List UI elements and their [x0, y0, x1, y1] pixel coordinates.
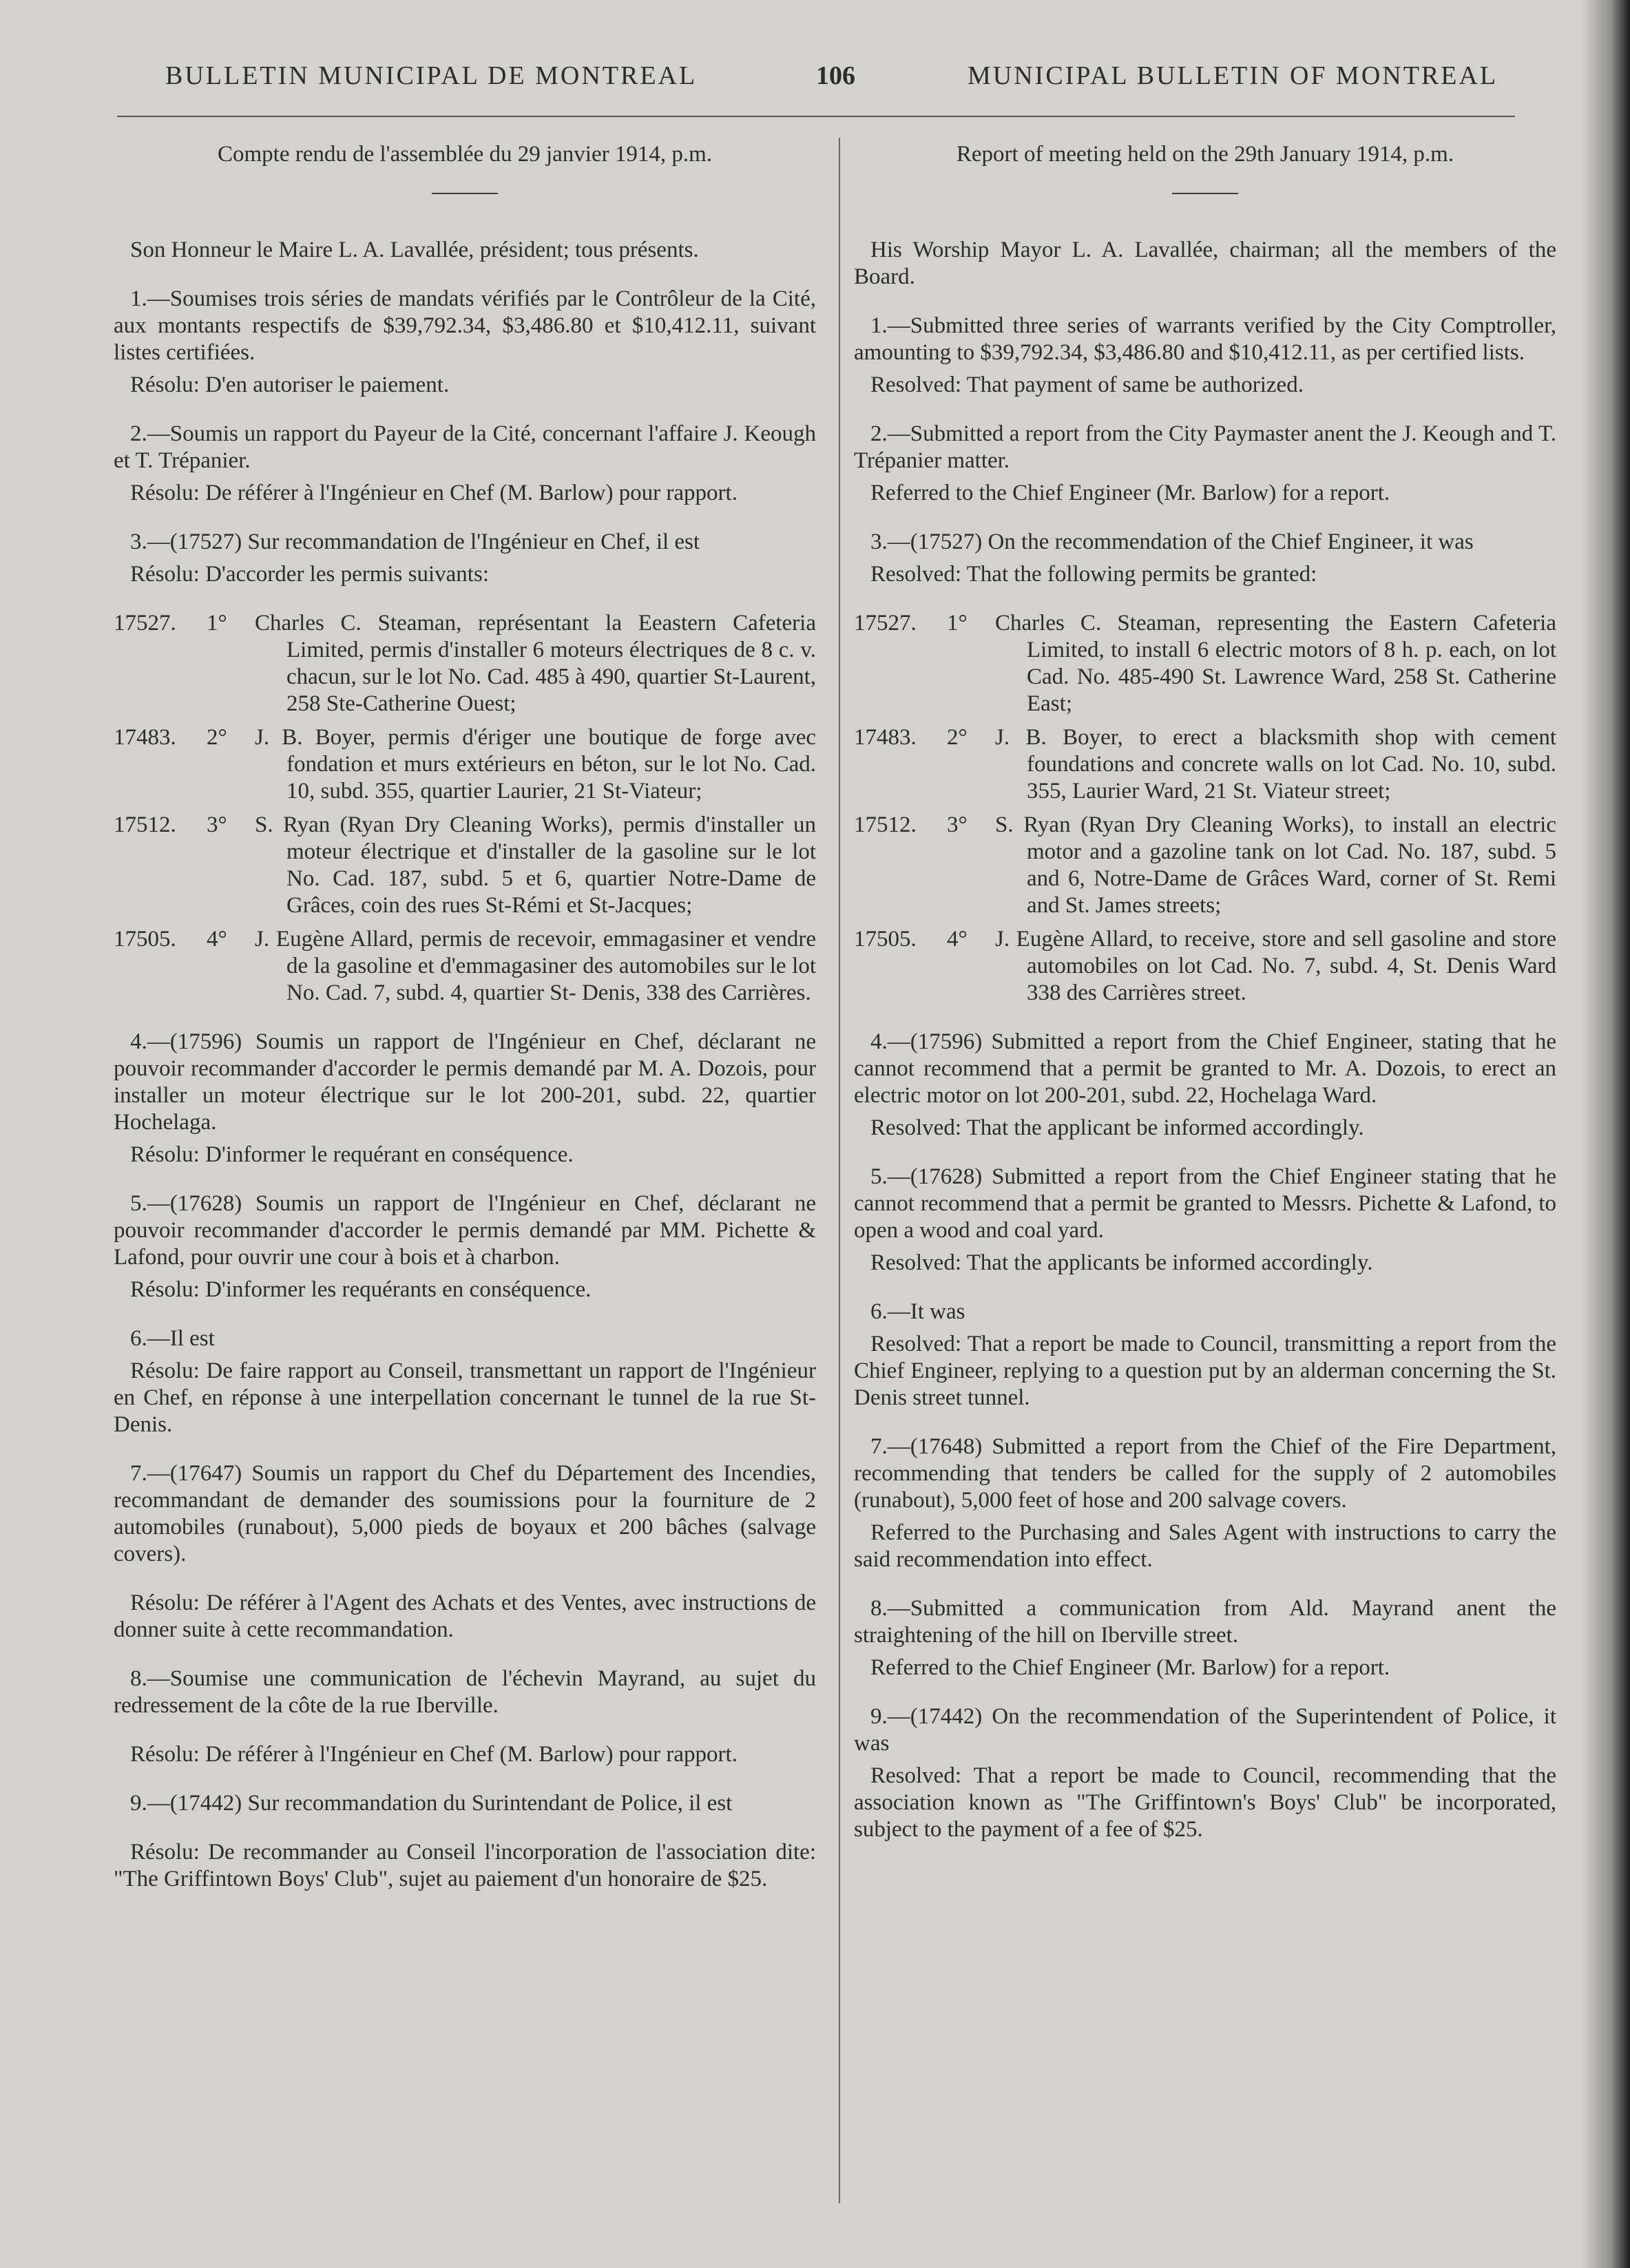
permit-ordinal: 2° [207, 725, 227, 750]
en-item-6-resolution: Resolved: That a report be made to Council, transmitting a report from the Chief Engineer, replying to a question put by an alderman concerning the St. Denis street tunnel. [854, 1332, 1556, 1410]
permit-text: Charles C. Steaman, représentant la Eeastern Cafeteria Limited, permis d'installer 6 moteurs électriques de 8 c. v. chacun, sur le lot No. Cad. 485 à 490, quartier St-Laurent, 258 Ste-Catherine Ouest; [255, 611, 816, 716]
fr-item-2-resolution: Résolu: De référer à l'Ingénieur en Chef (M. Barlow) pour rapport. [130, 481, 738, 505]
permit-text: J. B. Boyer, permis d'ériger une boutique de forge avec fondation et murs extérieurs en béton, sur le lot No. Cad. 10, subd. 355, quartier Laurier, 21 St-Viateur; [255, 725, 816, 804]
en-permit-3 [854, 812, 1556, 919]
fr-item-9: 9.—(17442) Sur recommandation du Surintendant de Police, il est [130, 1791, 733, 1816]
en-item-7: 7.—(17648) Submitted a report from the Chief of the Fire Department, recommending that tenders be called for the supply of 2 automobiles (runabout), 5,000 feet of hose and 200 salvage covers. [854, 1434, 1556, 1513]
en-item-5: 5.—(17628) Submitted a report from the Chief Engineer stating that he cannot recommend that a permit be granted to Messrs. Pichette & Lafond, to open a wood and coal yard. [854, 1164, 1556, 1243]
en-item-1: 1.—Submitted three series of warrants verified by the City Comptroller, amounting to $39,792.34, $3,486.80 and $10,412.11, as per certified lists. [854, 313, 1556, 365]
fr-title: Compte rendu de l'assemblée du 29 janvier 1914, p.m. [217, 142, 713, 167]
permit-number: 17483. [114, 725, 176, 750]
permit-ordinal: 4° [947, 927, 968, 952]
fr-permit-1 [114, 610, 816, 717]
permit-ordinal: 4° [207, 927, 227, 952]
permit-ordinal: 3° [947, 812, 968, 837]
en-item-6: 6.—It was [870, 1299, 965, 1324]
en-intro: His Worship Mayor L. A. Lavallée, chairman; all the members of the Board. [854, 238, 1556, 289]
en-item-3: 3.—(17527) On the recommendation of the Chief Engineer, it was [870, 529, 1474, 554]
fr-item-5: 5.—(17628) Soumis un rapport de l'Ingénieur en Chef, déclarant ne pouvoir recommander d'accorder le permis demandé par MM. Pichette & Lafond, pour ouvrir une cour à bois et à charbon. [114, 1191, 816, 1270]
en-item-2-resolution: Referred to the Chief Engineer (Mr. Barlow) for a report. [870, 481, 1390, 505]
fr-item-1: 1.—Soumises trois séries de mandats vérifiés par le Contrôleur de la Cité, aux montants respectifs de $39,792.34, $3,486.80 et $10,412.11, suivant listes certifiées. [114, 286, 816, 365]
permit-number: 17512. [114, 812, 176, 837]
fr-item-5-resolution: Résolu: D'informer les requérants en conséquence. [130, 1277, 592, 1302]
en-item-4: 4.—(17596) Submitted a report from the Chief Engineer, stating that he cannot recommend that a permit be granted to Mr. A. Dozois, to erect an electric motor on lot 200-201, subd. 22, Hochelaga Ward. [854, 1029, 1556, 1108]
en-item-3-resolution: Resolved: That the following permits be granted: [870, 562, 1317, 587]
permit-text: J. Eugène Allard, permis de recevoir, emmagasiner et vendre de la gasoline et d'emmagasiner des automobiles sur le lot No. Cad. 7, subd. 4, quartier St- Denis, 338 des Carrières. [255, 927, 816, 1005]
en-item-1-resolution: Resolved: That payment of same be authorized. [870, 372, 1304, 397]
permit-text: S. Ryan (Ryan Dry Cleaning Works), permis d'installer un moteur électrique et d'installer de la gasoline sur le lot No. Cad. 187, subd. 5 et 6, quartier Notre-Dame de Grâces, coin des rues St-Rémi et St-Jacques; [255, 812, 816, 918]
page-number: 106 [816, 61, 855, 90]
fr-permit-3 [114, 812, 816, 919]
fr-item-2: 2.—Soumis un rapport du Payeur de la Cité, concernant l'affaire J. Keough et T. Trépanier. [114, 421, 816, 473]
fr-item-3: 3.—(17527) Sur recommandation de l'Ingénieur en Chef, il est [130, 529, 700, 554]
en-item-7-resolution: Referred to the Purchasing and Sales Agent with instructions to carry the said recommendation into effect. [854, 1520, 1556, 1572]
permit-number: 17483. [854, 725, 917, 750]
permit-text: J. Eugène Allard, to receive, store and sell gasoline and store automobiles on lot Cad. No. 7, subd. 4, St. Denis Ward 338 des Carrières street. [995, 927, 1556, 1005]
page-header [110, 61, 1529, 102]
permit-text: Charles C. Steaman, representing the Eastern Cafeteria Limited, to install 6 electric motors of 8 h. p. each, on lot Cad. No. 485-490 St. Lawrence Ward, 258 St. Catherine East; [995, 611, 1556, 716]
permit-ordinal: 2° [947, 725, 968, 750]
en-item-8: 8.—Submitted a communication from Ald. Mayrand anent the straightening of the hill on Iberville street. [854, 1596, 1556, 1648]
permit-ordinal: 3° [207, 812, 227, 837]
fr-intro: Son Honneur le Maire L. A. Lavallée, président; tous présents. [130, 238, 699, 262]
permit-number: 17505. [114, 927, 176, 952]
permit-number: 17505. [854, 927, 917, 952]
fr-item-8-resolution: Résolu: De référer à l'Ingénieur en Chef (M. Barlow) pour rapport. [130, 1742, 738, 1767]
permit-text: J. B. Boyer, to erect a blacksmith shop with cement foundations and concrete walls on lot Cad. No. 10, subd. 355, Laurier Ward, 21 St. Viateur street; [995, 725, 1556, 804]
permit-ordinal: 1° [207, 611, 227, 636]
permit-text: S. Ryan (Ryan Dry Cleaning Works), to install an electric motor and a gazoline tank on lot Cad. No. 187, subd. 5 and 6, Notre-Dame de Grâces Ward, corner of St. Remi and St. James streets; [995, 812, 1556, 918]
fr-item-7: 7.—(17647) Soumis un rapport du Chef du Département des Incendies, recommandant de demander des soumissions pour la fourniture de 2 automobiles (runabout), 5,000 pieds de boyaux et 200 bâches (salvage covers). [114, 1461, 816, 1566]
permit-number: 17527. [854, 611, 917, 636]
en-title: Report of meeting held on the 29th January 1914, p.m. [956, 142, 1454, 167]
en-permit-2 [854, 724, 1556, 805]
permit-number: 17512. [854, 812, 917, 837]
header-left-title: BULLETIN MUNICIPAL DE MONTREAL [165, 61, 698, 90]
header-rule [117, 116, 1515, 117]
fr-item-7-resolution: Résolu: De référer à l'Agent des Achats et des Ventes, avec instructions de donner suite à cette recommandation. [114, 1590, 816, 1642]
en-permit-1 [854, 610, 1556, 717]
fr-permit-2 [114, 724, 816, 805]
en-item-9: 9.—(17442) On the recommendation of the Superintendent of Police, it was [854, 1704, 1556, 1756]
column-divider [839, 138, 840, 2203]
fr-item-6-resolution: Résolu: De faire rapport au Conseil, transmettant un rapport de l'Ingénieur en Chef, en réponse à une interpellation concernant le tunnel de la rue St-Denis. [114, 1358, 816, 1437]
en-item-9-resolution: Resolved: That a report be made to Council, recommending that the association known as "The Griffintown's Boys' Club" be incorporated, subject to the payment of a fee of $25. [854, 1763, 1556, 1842]
en-item-2: 2.—Submitted a report from the City Paymaster anent the J. Keough and T. Trépanier matter. [854, 421, 1556, 473]
french-column [114, 141, 816, 1915]
fr-item-6: 6.—Il est [130, 1326, 215, 1351]
fr-item-4-resolution: Résolu: D'informer le requérant en conséquence. [130, 1142, 574, 1167]
en-item-8-resolution: Referred to the Chief Engineer (Mr. Barlow) for a report. [870, 1655, 1390, 1680]
fr-item-1-resolution: Résolu: D'en autoriser le paiement. [130, 372, 450, 397]
en-item-4-resolution: Resolved: That the applicant be informed accordingly. [870, 1115, 1364, 1140]
en-title-dash [1172, 193, 1238, 194]
fr-title-dash [432, 193, 498, 194]
fr-item-3-resolution: Résolu: D'accorder les permis suivants: [130, 562, 489, 587]
fr-item-9-resolution: Résolu: De recommander au Conseil l'incorporation de l'association dite: "The Griffintown Boys' Club", sujet au paiement d'un honoraire de $25. [114, 1840, 816, 1891]
fr-item-8: 8.—Soumise une communication de l'échevin Mayrand, au sujet du redressement de la côte de la rue Iberville. [114, 1666, 816, 1718]
permit-number: 17527. [114, 611, 176, 636]
page-edge-shadow [1582, 0, 1630, 2268]
header-right-title: MUNICIPAL BULLETIN OF MONTREAL [968, 61, 1498, 90]
en-permit-4 [854, 926, 1556, 1007]
fr-item-4: 4.—(17596) Soumis un rapport de l'Ingénieur en Chef, déclarant ne pouvoir recommander d'accorder le permis demandé par M. A. Dozois, pour installer un moteur électrique sur le lot 200-201, subd. 22, quartier Hochelaga. [114, 1029, 816, 1135]
fr-permit-4 [114, 926, 816, 1007]
english-column [854, 141, 1556, 1865]
en-item-5-resolution: Resolved: That the applicants be informed accordingly. [870, 1250, 1373, 1275]
permit-ordinal: 1° [947, 611, 968, 636]
